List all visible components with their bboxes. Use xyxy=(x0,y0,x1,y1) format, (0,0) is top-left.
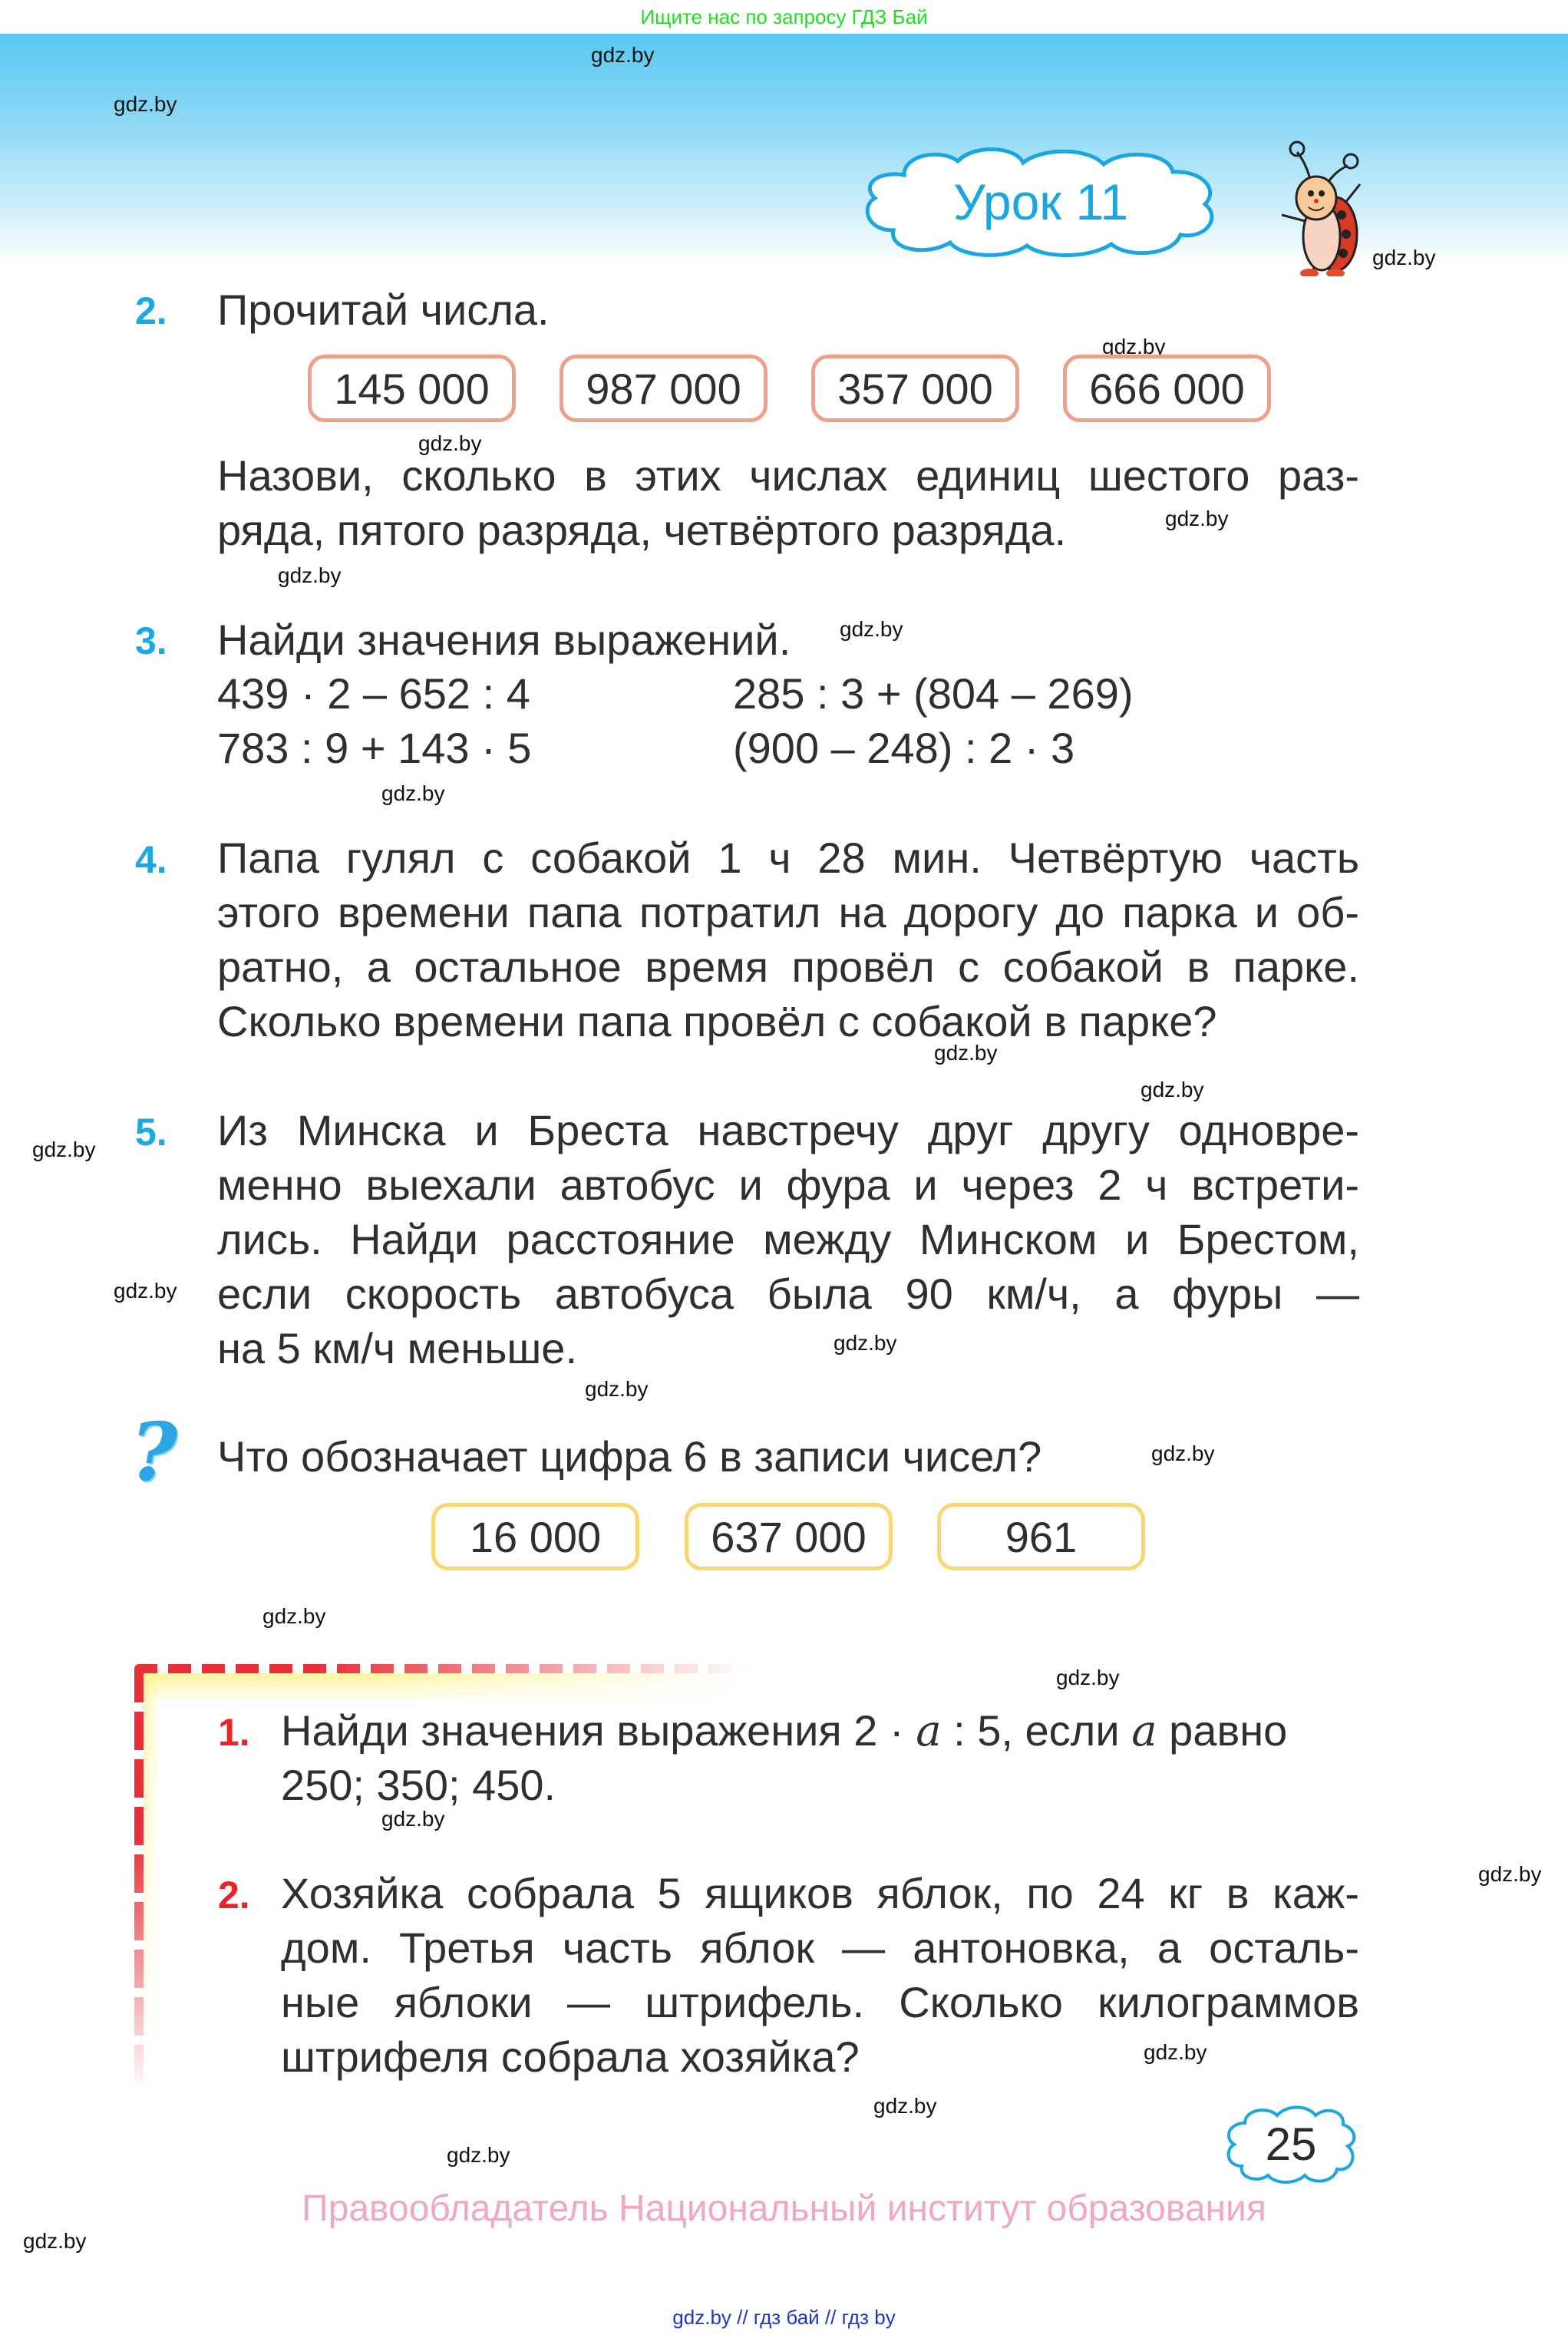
variable-a: a xyxy=(916,1706,942,1756)
homework-text xyxy=(281,1703,1287,1758)
search-banner: Ищите нас по запросу ГДЗ Бай xyxy=(0,0,1568,34)
watermark: gdz.by xyxy=(381,1807,445,1831)
lesson-title: Урок 11 xyxy=(952,173,1129,230)
task-number: 2. xyxy=(135,289,167,332)
homework-number: 1. xyxy=(218,1711,250,1754)
expression: 285 : 3 + (804 – 269) xyxy=(733,669,1134,718)
task-text-line: менно выехали автобус и фура и через 2 ч встрети- xyxy=(217,1161,1359,1209)
homework-frame-glow xyxy=(144,1673,160,2057)
homework-number: 2. xyxy=(218,1874,250,1917)
watermark: gdz.by xyxy=(1372,246,1436,269)
task-text-line: Сколько времени папа провёл с собакой в парке? xyxy=(217,997,1217,1045)
task-number: 4. xyxy=(135,838,167,881)
homework-text-line: ные яблоки — штрифель. Сколько килограммов xyxy=(281,1978,1359,2026)
task-text-line: Назови, сколько в этих числах единиц шестого раз- xyxy=(217,451,1359,500)
task-number: 3. xyxy=(135,619,167,662)
watermark: gdz.by xyxy=(1141,1078,1204,1101)
number-card: 145 000 xyxy=(308,355,516,422)
task-prompt: Найди значения выражений. xyxy=(217,616,791,664)
homework-frame-border xyxy=(134,1664,144,2094)
watermark: gdz.by xyxy=(840,617,903,641)
number-card: 666 000 xyxy=(1063,355,1271,422)
homework-text-line xyxy=(281,1703,1359,1758)
homework-frame-glow xyxy=(138,1673,737,1704)
number-card: 357 000 xyxy=(811,355,1019,422)
watermark: gdz.by xyxy=(1056,1666,1120,1689)
watermark: gdz.by xyxy=(1151,1441,1215,1465)
expression: 783 : 9 + 143 · 5 xyxy=(217,724,532,772)
watermark: gdz.by xyxy=(585,1377,649,1401)
watermark: gdz.by xyxy=(834,1331,897,1355)
homework-text-line: штрифеля собрала хозяйка? xyxy=(281,2033,860,2081)
task-text-line: Из Минска и Бреста навстречу друг другу одновре- xyxy=(217,1106,1359,1154)
watermark: gdz.by xyxy=(418,431,482,455)
question-mark-icon: ? xyxy=(130,1405,177,1499)
expression: 439 · 2 – 652 : 4 xyxy=(217,669,530,718)
watermark: gdz.by xyxy=(278,563,342,587)
page-number: 25 xyxy=(1265,2118,1317,2170)
task-text-line: Папа гулял с собакой 1 ч 28 мин. Четвёртую часть xyxy=(217,834,1359,882)
watermark: gdz.by xyxy=(1144,2040,1207,2064)
watermark: gdz.by xyxy=(873,2094,937,2118)
copyright-notice: Правообладатель Национальный институт образования xyxy=(302,2188,1266,2229)
watermark: gdz.by xyxy=(114,92,177,116)
expression: (900 – 248) : 2 · 3 xyxy=(733,724,1075,772)
task-text-line: на 5 км/ч меньше. xyxy=(217,1324,577,1372)
watermark: gdz.by xyxy=(447,2143,510,2167)
watermark: gdz.by xyxy=(262,1604,326,1628)
ladybug-mascot-icon xyxy=(1274,138,1374,276)
homework-text-line: 250; 350; 450. xyxy=(281,1761,556,1809)
text-segment: : 5, если xyxy=(941,1706,1132,1755)
number-card: 16 000 xyxy=(431,1503,639,1570)
watermark: gdz.by xyxy=(934,1041,998,1065)
number-card: 961 xyxy=(937,1503,1145,1570)
watermark: gdz.by xyxy=(591,43,655,67)
task-prompt: Прочитай числа. xyxy=(217,286,550,334)
question-prompt: Что обозначает цифра 6 в записи чисел? xyxy=(217,1432,1042,1481)
number-card: 987 000 xyxy=(560,355,767,422)
homework-text-line: дом. Третья часть яблок — антоновка, а осталь- xyxy=(281,1924,1359,1972)
footer-links[interactable]: gdz.by // гдз бай // гдз by xyxy=(672,2306,896,2329)
task-number: 5. xyxy=(135,1111,167,1154)
watermark: gdz.by xyxy=(32,1138,96,1161)
text-segment: Найди значения выражения 2 · xyxy=(281,1706,916,1755)
watermark: gdz.by xyxy=(1478,1862,1542,1886)
task-text-line: этого времени папа потратил на дорогу до парка и об- xyxy=(217,888,1359,936)
task-text-line: если скорость автобуса была 90 км/ч, а фуры — xyxy=(217,1270,1359,1318)
number-card: 637 000 xyxy=(685,1503,893,1570)
homework-frame-border xyxy=(134,1664,748,1673)
watermark: gdz.by xyxy=(114,1279,177,1303)
page-number-cloud xyxy=(1222,2102,1360,2186)
watermark: gdz.by xyxy=(1102,335,1166,358)
homework-text-line: Хозяйка собрала 5 ящиков яблок, по 24 кг в каж- xyxy=(281,1869,1359,1917)
text-segment: равно xyxy=(1157,1706,1288,1755)
watermark: gdz.by xyxy=(23,2229,87,2253)
watermark: gdz.by xyxy=(1165,507,1229,530)
task-text-line: ратно, а остальное время провёл с собакой в парке. xyxy=(217,943,1359,991)
lesson-title-cloud xyxy=(858,144,1223,259)
variable-a: a xyxy=(1131,1706,1157,1756)
task-text-line: лись. Найди расстояние между Минском и Брестом, xyxy=(217,1215,1359,1263)
task-text-line: ряда, пятого разряда, четвёртого разряда. xyxy=(217,506,1067,554)
watermark: gdz.by xyxy=(381,781,445,805)
